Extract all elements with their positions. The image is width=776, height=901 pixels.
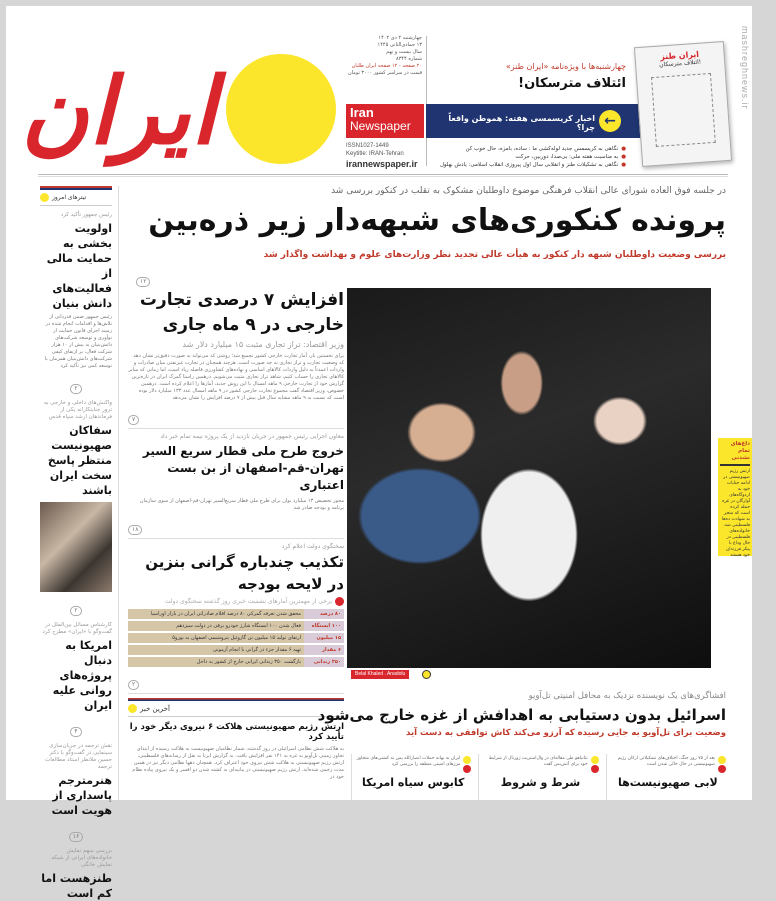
minus-icon: [463, 765, 471, 773]
page-ref[interactable]: ۴: [70, 727, 81, 737]
teaser-title: لابی صهیونیست‌ها: [617, 776, 718, 789]
story-title[interactable]: ارتش رژیم صهیونیستی هلاکت ۶ نیروی دیگر خود را تأیید کرد: [129, 722, 344, 742]
stats-row: [128, 657, 344, 667]
divider: [426, 36, 427, 166]
page-ref-wrap: [40, 718, 112, 737]
teaser-icons: [463, 756, 471, 773]
teaser-kicker: نتانیاهو طی مقاله‌ای در وال‌استریت ژورنال از شرایط خود برای آتش‌بس گفت: [488, 756, 588, 767]
teaser-icons: [591, 756, 599, 773]
story-kicker: سخنگوی دولت اعلام کرد: [281, 543, 344, 550]
lead-kicker: در جلسه فوق العاده شورای عالی انقلاب فرهنگی موضوع داوطلبان مشکوک به تقلب در کنکور بررسی شد: [331, 186, 726, 196]
issue-price: قیمت در سراسر کشور ۳۰۰۰ تومان: [347, 70, 422, 76]
watermark: mashreghnews.ir: [740, 26, 750, 110]
story-kicker: نقش ترجمه در جریان‌سازی سینمایی در گفت‌وگو با دکتر حسین ملانظر استاد مطالعات ترجمه: [45, 743, 112, 770]
newspaper-logo: ایران: [20, 57, 216, 165]
red-dot-icon: [335, 597, 344, 606]
story-kicker: معاون اجرایی رئیس جمهور در جریان بازدید از یک پروژه نیمه تمام خبر داد: [160, 433, 344, 440]
lead-subtitle: بررسی وضعیت داوطلبان شبهه دار کنکور به هیأت عالی تجدید نظر وزارت‌های علوم و بهداشت واگذار شد: [263, 250, 726, 260]
stat-key: ۱۵ میلیون: [304, 633, 344, 643]
newspaper-page: [6, 6, 752, 900]
photo-sidebar: [718, 438, 752, 556]
promo-list-item: ● به مناسبت هفته ملی: بی‌صدا، دوربین، حرکت: [436, 153, 626, 161]
issue-hijri-date: ۱۳ جمادی‌الثانی ۱۴۴۵: [377, 42, 422, 48]
page-ref[interactable]: ۷: [128, 415, 139, 425]
page-ref[interactable]: ۲: [128, 680, 139, 690]
teaser-kicker: ایران به بهانه حملات انصارالله یمن به کشتی‌های متجاوز مرزهای امنیتی منطقه را بررسی کرد: [356, 756, 461, 767]
stat-value: تهیه ۶ مقدار جزء در گرانی با انجام آزمونی: [128, 645, 304, 655]
cover-title: ایران طنز: [659, 49, 700, 62]
middle-column: [128, 288, 344, 781]
story-kicker: بررسی سهم نمایش خانواده‌های ایرانی از شبکه نمایش خانگی: [51, 848, 112, 868]
page-ref-wrap: [128, 406, 344, 429]
teaser-title: شرط و شروط: [500, 776, 581, 789]
story-body: برای نخستین بار، آمار تجارت خارجی کشور تجمیع شد؛ روشی که می‌تواند به صورت دقیق‌تر نشان دهد که وضعیت تجارت و تراز تجاری به چه صورت است. هرچند همچنان در تجارت غیرنفتی میان صادرات و واردات اعمدتاً به دلیل واردات کالاهای اساسی و نهاده‌های کشاورزی فاصله زیاد است، اما زمانی که سایر کالاهای تجاری را حساب کنیم، شاهد تراز تجاری مثبت می‌شویم. درهمین راستا گمرک ایران در تازه‌ترین گزارش خود از تجارت خارجی ۹ ماهه امسال با این روش جدید، آمارها را اعلام کرده است. درهمین خصوص، وزیر اقتصاد گفت مجموع تجارت خارجی کشور در ۹ ماهه امسال عدد ۱۳۳ میلیارد دلار بوده است که نسبت به ۹ ماهه مشابه سال قبل بیش از ۷ درصد افزایش را نشان می‌دهد: [128, 353, 344, 401]
section-label: آخرین خبر: [140, 704, 170, 713]
stat-key: ۶ مقدار: [304, 645, 344, 655]
sun-logo-icon: [226, 54, 336, 164]
promo-kicker: چهارشنبه‌ها با ویژه‌نامه «ایران طنز»: [505, 62, 626, 71]
stats-row: [128, 645, 344, 655]
promo-band-text: اخبار کریسمسی هفته: هموطن واقعاً چرا؟: [448, 114, 595, 132]
issue-date: چهارشنبه ۲ دی ۱۴۰۲: [378, 35, 422, 41]
stats-row: [128, 609, 344, 619]
promo-list-item: ● نگاهی به تشکیلات طنز و انقلابی سال اول پیروزی انقلاب اسلامی: یادش بهلول: [436, 161, 626, 169]
brand-line-2: Newspaper: [350, 119, 411, 133]
story-kicker: افشاگری‌های یک نویسنده نزدیک به محافل امنیتی تل‌آویو: [528, 691, 726, 701]
page-ref-wrap: [128, 671, 344, 694]
stats-note-text: برخی از مهمترین آمارهای نشست خبری روز گذشته سخنگوی دولت: [164, 598, 332, 605]
main-photo: [347, 288, 711, 668]
stats-row: [128, 621, 344, 631]
page-ref[interactable]: ۱۲: [136, 277, 150, 287]
masthead-rule: [38, 174, 728, 177]
story-body: رئیس جمهور ضمن قدردانی از تلاش‌ها و اقدامات انجام شده در زمینه اجرای قانون حمایت از نوآوری و توسعه شرکت‌های دانش‌بنیان به بیش از ۱۰ هزار شرکت فعال، بر ارتقای کیفی شرکت‌های دانش‌بنیان همزمان با توسعه کمی نیز تأکید کرد: [44, 314, 112, 369]
teaser[interactable]: [351, 754, 474, 800]
story-body: به هلاکت شش نظامی اسرائیلی در روز گذشته، شمار نظامیان صهیونیست به هلاکت رسیده از ابتدای تجاوز زمینی تل‌آویو به غزه به ۱۴۱ نفر افزایش یافت. به گزارش ایرنا به نقل از رسانه‌های فلسطینی، ارتش رژیم صهیونیستی به هلاکت شش نیروی خود اعتراف کرد. همچنان دهها نظامی دیگر نیز در همین مدت زخمی شده‌اند. ارتش رژیم صهیونیستی در بیانیه‌ای به کشته شدن دو افسر و یک نیروی پیاده نظام خود در: [132, 746, 344, 780]
photo-sidebar-title: داغ‌های تمام نشدنی: [720, 441, 750, 466]
section-header: [128, 701, 344, 717]
camera-icon: [422, 670, 431, 679]
arrow-left-icon: ←: [599, 110, 621, 132]
stat-value: محقق شدن تعرفه گمرکی ۸۰ درصد اقلام صادراتی ایران در بازار اوراسیا: [128, 609, 304, 619]
promo-list-item: ● نگاهی به کریسمس جدید لوله‌کشی ما : ساده، بامزه، حال خوب کن: [436, 145, 626, 153]
page-ref-wrap: [40, 375, 112, 394]
teaser-kicker: بعد از ۷۵ روز جنگ، اختلاف‌های تشکیلاتی ارکان رژیم صهیونیستی در حال خالی شدن است: [617, 756, 715, 767]
brand-line-1: Iran: [350, 105, 374, 120]
photo-sidebar-body: ارتش رژیم صهیونیستی در ادامه جنایات خود به اردوگاه‌های آوارگان در غزه حمله کرده است که منجر به شهادت ده‌ها فلسطینی شد. خانواده‌های فلسطینی در حال وداع با پیکر فرزندان خود هستند: [721, 469, 750, 558]
issue-pages: ۲۰ صفحه - ۱۲ صفحه ایران ‌طلبان: [351, 63, 422, 69]
story-title[interactable]: خروج طرح ملی قطار سریع السیر تهران-قم-اصفهان از بن بست اعتباری: [142, 444, 344, 492]
teaser-head: [610, 756, 726, 773]
cover-cartoon: [651, 73, 716, 147]
page-ref-wrap: [40, 597, 112, 616]
teaser-head: [482, 756, 598, 773]
promo-title: ائتلاف مترسکان!: [518, 76, 626, 91]
teaser-title: کابوس سیاه امریکا: [361, 776, 465, 789]
stat-value: ارتقای تولید ۱۵ میلیون تن گازوئیل پتروشیمی اصفهان به یورو۵: [128, 633, 304, 643]
stats-table: [128, 609, 344, 667]
story-title[interactable]: اولویت بخشی به حمایت مالی از فعالیت‌های دانش بنیان: [46, 222, 112, 310]
plus-icon: [463, 756, 471, 764]
page-ref[interactable]: ۲: [70, 606, 81, 616]
page-ref-wrap: [40, 823, 112, 842]
stat-key: ۳۵۰ زندانی: [304, 657, 344, 667]
story-photo: [40, 502, 112, 592]
stat-key: ۱۰۰ ایستگاه: [304, 621, 344, 631]
website-link[interactable]: irannewspaper.ir: [346, 159, 418, 169]
story-kicker: واکنش‌های داخلی و خارجی به ترور جنایتکارانه یکی از فرماندهان ارشد سپاه قدس: [44, 400, 112, 420]
stat-value: بازگشت ۳۵۰ زندانی ایرانی خارج از کشور به داخل: [128, 657, 304, 667]
story-subtitle: وضعیت برای تل‌آویو به جایی رسیده که آرزو می‌کند کاش توافقی به دست آید: [406, 728, 726, 738]
teaser-row: [351, 754, 729, 800]
page-ref[interactable]: ۲: [70, 384, 81, 394]
stat-key: ۸۰ درصد: [304, 609, 344, 619]
story-title[interactable]: هنرمترجم پاسداری از هویت است: [51, 774, 112, 817]
teaser[interactable]: [478, 754, 601, 800]
story-body: مجوز تخصیص ۱۳ میلیارد یوان برای طرح ملی قطار سریع‌السیر تهران-قم-اصفهان از سوی سازمان برنامه و بودجه صادر شد: [139, 498, 344, 511]
issn-block: [346, 142, 436, 158]
stat-value: فعال شدن ۱۰۰ ایستگاه شارژ خودرو برقی در دولت سیزدهم: [128, 621, 304, 631]
keytitle: Keytitle: IRAN-Tehran: [346, 151, 404, 157]
page-ref[interactable]: ۱۸: [128, 525, 142, 535]
section-label: تیترهای امروز: [52, 194, 87, 201]
story-kicker: کارشناس مسائل بین‌الملل در گفت‌وگو با «ایران» مطرح کرد: [42, 622, 112, 635]
page-ref-wrap: [128, 516, 344, 539]
teaser-head: [355, 756, 471, 773]
issue-number: شماره ۸۳۴۴: [396, 56, 422, 62]
story-title[interactable]: اسرائیل بدون دستیابی به اهدافش از غزه خارج می‌شود: [317, 706, 726, 724]
yellow-dot-icon: [128, 704, 137, 713]
plus-icon: [718, 756, 726, 764]
story-title[interactable]: امریکا به دنبال پروژه‌های روانی علیه ایران: [52, 639, 112, 712]
issue-info: [346, 35, 422, 77]
story-subtitle: وزیر اقتصاد: تراز تجاری مثبت ۱۵ میلیارد دلار شد: [182, 340, 344, 349]
section-header: [40, 190, 112, 206]
stats-row: [128, 633, 344, 643]
left-column: [40, 186, 112, 901]
yellow-dot-icon: [40, 193, 49, 202]
page-ref[interactable]: ۱۶: [69, 832, 83, 842]
column-divider: [118, 186, 119, 800]
supplement-cover-image: [634, 41, 732, 167]
story-title[interactable]: تکذیب چندباره گرانی بنزین در لایحه بودجه: [145, 553, 344, 593]
story-title[interactable]: طنزهست اما کم است: [41, 872, 112, 900]
brand-box: [346, 104, 424, 138]
teaser[interactable]: [606, 754, 729, 800]
promo-list: [436, 145, 626, 169]
minus-icon: [591, 765, 599, 773]
story-title[interactable]: سفاکان صهیونیست منتظر پاسخ سخت ایران باشند: [47, 424, 112, 497]
lead-page-ref-wrap: [136, 268, 150, 287]
story-title[interactable]: افزایش ۷ درصدی تجارت خارجی در ۹ ماه جاری: [139, 290, 344, 335]
minus-icon: [718, 765, 726, 773]
lead-headline[interactable]: پرونده کنکوری‌های شبهه‌دار زیر ذره‌بین: [148, 203, 726, 238]
issue-year: سال بیست و نهم: [386, 49, 422, 55]
issn: ISSN1027-1449: [346, 143, 389, 149]
plus-icon: [591, 756, 599, 764]
teaser-icons: [718, 756, 726, 773]
photo-credit: Belal Khaled . Anadolu: [351, 670, 409, 679]
story-kicker: رئیس جمهور تأکید کرد: [60, 212, 112, 218]
cover-subtitle: ائتلاف مترسکان!: [658, 58, 702, 69]
stats-note: [128, 597, 344, 606]
